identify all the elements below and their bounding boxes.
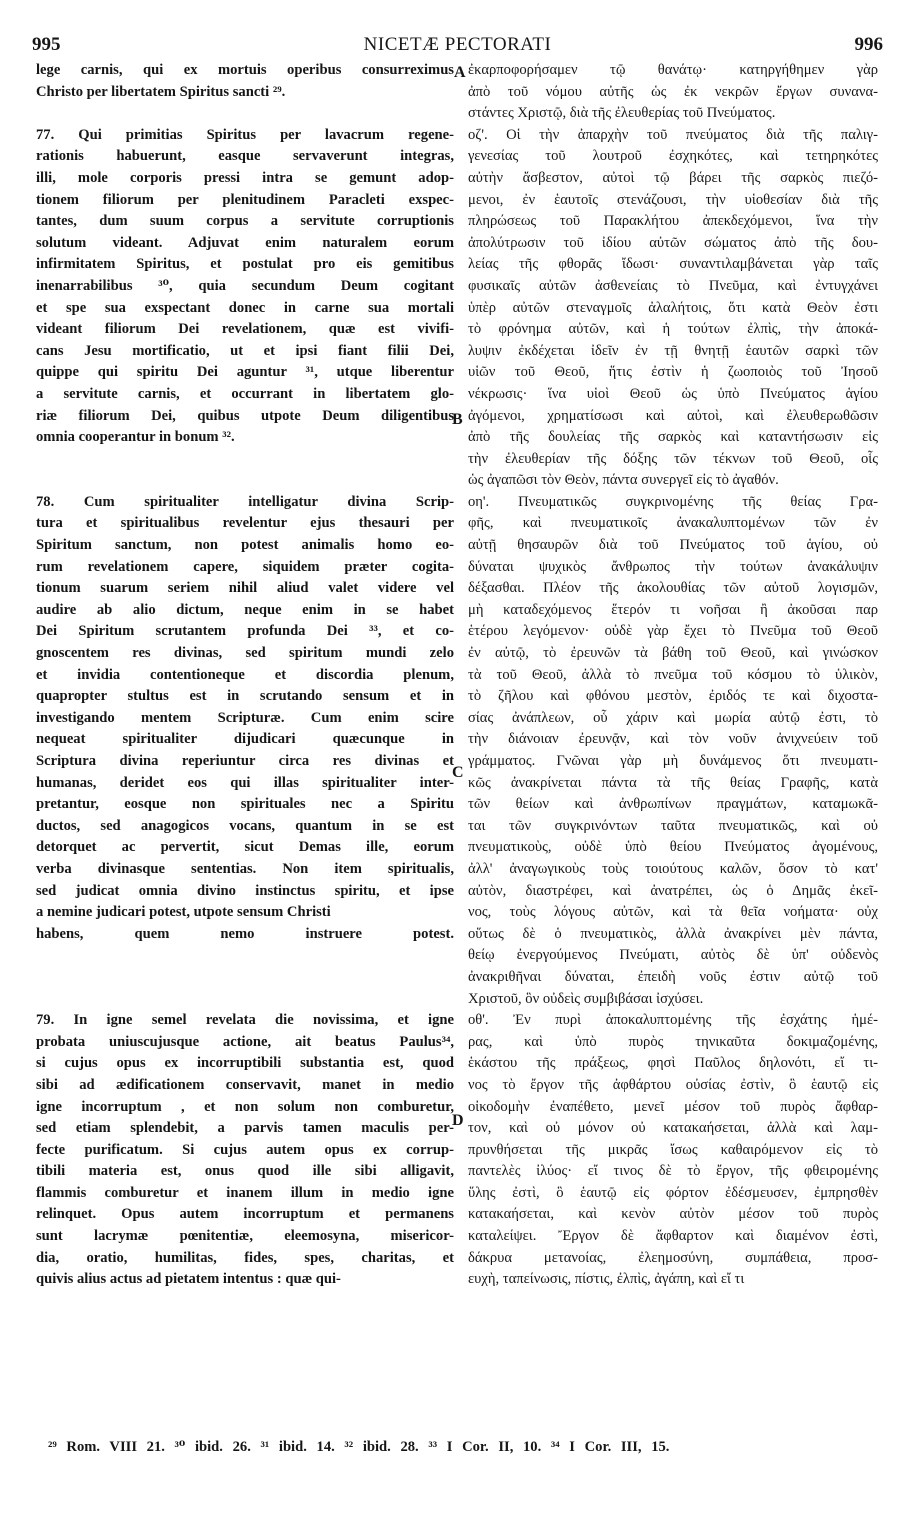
greek-line: αὐτὴν ἄσβεστον, αὐτοὶ τῷ βάρει τῆς σαρκὸς πιεζό- [468, 169, 878, 186]
greek-line: τὴν διάνοιαν ἐρευνᾷν, καὶ τὸν νοῦν ἀνιχνεύειν τοῦ [468, 731, 878, 748]
latin-line: rationis habuerunt, easque servaverunt integras, [36, 148, 454, 165]
greek-line: πληρώσεως τοῦ Παρακλήτου ἀπεκδεχόμενοι, ἵνα τὴν [468, 213, 878, 230]
greek-line: πνευματικοὺς, οὐδὲ ὑπὸ θείου Πνεύματος ἀγομένους, [468, 839, 878, 856]
greek-line: τον, καὶ οὐ μόνον οὐ κατακαήσεται, ἀλλὰ καὶ λαμ- [468, 1120, 878, 1137]
latin-line: tibili materia est, onus quod ille sibi alligavit, [36, 1163, 454, 1180]
greek-line: καταλείψει. Ἔργον δὲ ἄφθαρτον καὶ διαμένον ἐστὶ, [468, 1228, 878, 1245]
greek-line: οη'. Πνευματικῶς συγκρινομένης τῆς θείας Γρα- [468, 493, 878, 510]
paragraph-gap [36, 103, 454, 125]
greek-line: νος τὸ ἔργον τῆς ἀφθάρτου οὐσίας ἐστὶν, ὃ ἑαυτῷ εἰς [468, 1076, 878, 1093]
greek-line: τὰ τοῦ Θεοῦ, ἀλλὰ τὸ πνεῦμα τοῦ κόσμου τὸ ὑλικὸν, [468, 666, 878, 683]
latin-line: a nemine judicari potest, utpote sensum Christi [36, 904, 331, 921]
greek-line: σίας ἀνάπλεων, οὗ χάριν καὶ μωρία αὐτῷ ἐστι, τὸ [468, 709, 878, 726]
latin-line: sunt lacrymæ pœnitentiæ, eleemosyna, misericor- [36, 1228, 454, 1245]
greek-line: ἑτέρου λεγόμενον· οὐδὲ γὰρ ἔχει τὸ Πνεῦμα τοῦ Θεοῦ [468, 623, 878, 640]
greek-line: τῶν θείων καὶ ἀνθρωπίνων πραγμάτων, καταμωκᾶ- [468, 796, 878, 813]
greek-line: ευχὴ, ταπείνωσις, πίστις, ἐλπὶς, ἀγάπη, καὶ εἴ τι [468, 1271, 745, 1288]
latin-line: 79. In igne semel revelata die novissima, et igne [36, 1012, 454, 1029]
greek-line: ἀγόμενοι, χρηματίσωσι καὶ αὐτοὶ, καὶ ἐλευθερωθῶσιν [468, 407, 878, 424]
greek-line: ὕλης ἐστὶ, ὃ ἑαυτῷ εἰς φόρτον ἐδέσμευσεν, ἐμπρησθὲν [468, 1184, 878, 1201]
greek-line: οἰκοδομὴν ἐναπέθετο, μενεῖ μέσον τοῦ πυρὸς ἄφθαρ- [468, 1098, 878, 1115]
greek-line: νος, τοὺς λόγους αὐτῶν, καὶ τὰ θεῖα νοήματα· οὐχ [468, 904, 878, 921]
latin-line: Dei Spiritum scrutantem profunda Dei ³³, et co- [36, 623, 454, 640]
latin-line: Spiritum sanctum, non potest animalis homo eo- [36, 537, 454, 554]
margin-letter-a: A [454, 64, 466, 81]
greek-line: φυσικαῖς αὐτῶν ἀσθενείαις τὸ Πνεῦμα, καὶ ἐντυγχάνει [468, 277, 878, 294]
latin-line: humanas, deridet eos qui illas spiritualiter inter- [36, 774, 454, 791]
greek-line: δάκρυα μετανοίας, ἐλεημοσύνη, συμπάθεια, προσ- [468, 1249, 878, 1266]
running-header [30, 34, 885, 56]
paragraph-gap [36, 470, 454, 492]
latin-line: tura et spiritualibus revelentur ejus thesauri per [36, 515, 454, 532]
latin-line: inenarrabilibus ³⁰, quia secundum Deum cogitant [36, 277, 454, 294]
latin-line: sed judicat omnia divino instinctus spiritu, et ipse [36, 882, 454, 899]
margin-letter-d: D [452, 1112, 464, 1129]
latin-line: relinquet. Opus autem incorruptum et permanens [36, 1206, 454, 1223]
greek-line: υἱῶν τοῦ Θεοῦ, ἥτις ἐστὶν ἡ ζωοποιὸς τοῦ Ἰησοῦ [468, 364, 878, 381]
greek-line: πρυνθήσεται τῆς μικρᾶς ἴσως καθαιρόμενον εἰς τὸ [468, 1141, 878, 1158]
margin-letter-c: C [452, 764, 464, 781]
greek-line: Χριστοῦ, ὃν οὐδεὶς συμβιβάσαι ἰσχύσει. [468, 990, 704, 1007]
latin-line: flammis comburetur et inanem illum in medio igne [36, 1184, 454, 1201]
latin-line: igne incorruptum , et non solum non comburetur, [36, 1098, 454, 1115]
paragraph-gap [36, 967, 454, 989]
latin-line: a servitute carnis, et occurrant in libertatem glo- [36, 385, 454, 402]
latin-line: tionum suarum seriem nihil aliud valet videre vel [36, 580, 454, 597]
page-number-right: 996 [854, 34, 883, 55]
greek-line: παντελὲς ἰλύος· εἴ τινος δὲ τὸ ἔργον, τῆς φθειρομένης [468, 1163, 878, 1180]
latin-line: Christo per libertatem Spiritus sancti ²⁹. [36, 83, 286, 100]
greek-line: δέξασθαι. Πλέον τῆς ἀκολουθίας τῶν αὐτοῦ λογισμῶν, [468, 580, 878, 597]
latin-line: riæ filiorum Dei, quibus utpote Deum diligentibus [36, 407, 454, 424]
latin-line: audire ab alio dictum, neque enim in se habet [36, 601, 454, 618]
greek-line: τὸ φρόνημα αὐτῶν, καὶ ἡ τούτων ἐλπὶς, τὴν ἀποκά- [468, 321, 878, 338]
latin-line: tionem filiorum per plenitudinem Paracleti exspec- [36, 191, 454, 208]
latin-line: infirmitatem Spiritus, et postulat pro eis gemitibus [36, 256, 454, 273]
greek-line: λυψιν ἐκδέχεται ἰδεῖν ἐν τῇ θνητῇ ἑαυτῶν σαρκὶ τῶν [468, 342, 878, 359]
greek-line: θείῳ ἐνεργούμενος Πνεύματι, αὐτὸς δὲ ὑπ' οὐδενὸς [468, 947, 878, 964]
greek-line: φῆς, καὶ πνευματικοῖς ἀνακαλυπτομένων τῶν ἐν [468, 515, 878, 532]
latin-line: dia, oratio, humilitas, fides, spes, charitas, et [36, 1249, 454, 1266]
greek-line: οὕτως δὲ ὁ πνευματικὸς, ἀλλὰ ἀνακρίνει μὲν πάντα, [468, 925, 878, 942]
latin-line: Scriptura divina reperiuntur circa res divinas et [36, 753, 454, 769]
latin-line: gnoscentem res divinas, sed spiritum mundi zelo [36, 645, 454, 662]
latin-line: ductos, sed anagogicos vocans, quantum in se est [36, 817, 454, 834]
latin-line: quapropter stultus est in scrutando sensum et in [36, 688, 454, 705]
greek-line: ἀλλ' ἀναγωγικοὺς τοὺς τοιούτους καλῶν, ὅσον τὸ κατ' [468, 860, 878, 877]
latin-line: si cujus opus ex incorruptibili substantia est, quod [36, 1055, 454, 1072]
page-number-left: 995 [32, 34, 61, 55]
greek-line: ρας, καὶ ὑπὸ πυρὸς τηνικαῦτα δοκιμαζομένης, [468, 1033, 878, 1050]
greek-line: οζ'. Οἱ τὴν ἀπαρχὴν τοῦ πνεύματος διὰ τῆς παλιγ- [468, 126, 878, 143]
latin-line: fecte purificatum. Si cujus autem opus ex corrup- [36, 1141, 454, 1158]
greek-line: οθ'. Ἐν πυρὶ ἀποκαλυπτομένης τῆς ἐσχάτης ἡμέ- [468, 1012, 878, 1029]
greek-line: ὡς ἀγαπῶσι τὸν Θεὸν, πάντα συνεργεῖ εἰς τὸ ἀγαθόν. [468, 472, 779, 489]
greek-line: τὸ ζῆλου καὶ φθόνου μεστὸν, ἐριδός τε καὶ διχοστα- [468, 688, 878, 705]
latin-line: lege carnis, qui ex mortuis operibus consurreximus [36, 62, 454, 78]
latin-line: quivis alius actus ad pietatem intentus : quæ qui- [36, 1271, 341, 1288]
latin-line: 78. Cum spiritualiter intelligatur divina Scrip- [36, 493, 454, 510]
latin-line: omnia cooperantur in bonum ³². [36, 429, 235, 446]
greek-line: νέκρωσις· ἵνα υἱοὶ Θεοῦ ὡς ὑπὸ Πνεύματος ἁγίου [468, 385, 878, 402]
greek-line: μὴ καταδεχόμενος ἕτερόν τι νοῆσαι ἢ ἀκοῦσαι παρ [468, 601, 878, 618]
margin-letter-b: B [452, 411, 463, 428]
footnotes: ²⁹ Rom. VIII 21. ³⁰ ibid. 26. ³¹ ibid. 14. ³² ibid. 28. ³³ I Cor. II, 10. ³⁴ I Cor. III, 15. [48, 1439, 670, 1455]
latin-line: sibi ad ædificationem conservavit, manet in medio [36, 1076, 454, 1093]
latin-line: illi, mole corporis pressi intra se gemunt adop- [36, 169, 454, 186]
greek-line: γενεσίας τοῦ λουτροῦ ἐσχηκότες, καὶ τετηρηκότες [468, 148, 878, 165]
greek-line: ἀπολύτρωσιν τοῦ ἰδίου αὐτῶν σώματος ἀπὸ τῆς δου- [468, 234, 878, 251]
greek-line: ἀνακριθῆναι δύναται, ἐπειδὴ νοῦς ἐστιν αὐτῷ τοῦ [468, 968, 878, 985]
latin-line: habens, quem nemo instruere potest. [36, 925, 454, 942]
paragraph-gap [36, 449, 454, 471]
greek-line: ἐκαρποφορήσαμεν τῷ θανάτῳ· κατηργήθημεν γὰρ [468, 62, 878, 78]
greek-line: ται τῶν συγκρινόντων ταῦτα πνευματικῶς, καὶ οὐ [468, 817, 878, 834]
latin-line: quippe qui spiritu Dei aguntur ³¹, utque liberentur [36, 364, 454, 381]
greek-line: τὴν ἐλευθερίαν τῆς δόξης τῶν τέκνων τοῦ Θεοῦ, οἷς [468, 450, 878, 467]
greek-line: ὑπὲρ αὐτῶν στεναγμοῖς ἀλαλήτοις, ὅτι κατὰ Θεὸν ἐστι [468, 299, 878, 316]
latin-line: solutum videant. Adjuvat enim naturalem eorum [36, 234, 454, 251]
greek-line: κατακαήσεται, καὶ κενὸν αὐτὸν μέσον τοῦ πυρὸς [468, 1206, 878, 1223]
latin-line: rum revelationem capere, siquidem præter cogita- [36, 558, 454, 575]
latin-line: verba divinasque sententias. Non item spiritualis, [36, 860, 454, 877]
latin-line: sed etiam splendebit, a parvis tamen maculis per- [36, 1120, 454, 1137]
latin-line: investigando mentem Scripturæ. Cum enim scire [36, 709, 454, 726]
greek-line: ἀπὸ τοῦ νόμου αὐτῆς ὡς ἐκ νεκρῶν ἔργων συνανα- [468, 83, 878, 100]
latin-line: et spe sua exspectant donec in carne sua mortali [36, 299, 454, 316]
greek-line: αὐτῇ θησαυρῶν διὰ τοῦ Πνεύματος τοῦ ἁγίου, οὐ [468, 537, 878, 554]
running-title: NICETÆ PECTORATI [363, 34, 552, 55]
greek-line: αὐτὸν, διαστρέφει, καὶ ἀνατρέπει, ὡς ὁ Δημᾶς ἐκεῖ- [468, 882, 878, 899]
latin-column [36, 60, 454, 1291]
greek-line: στάντες Χριστῷ, διὰ τῆς ἐλευθερίας τοῦ Πνεύματος. [468, 105, 776, 122]
greek-line: γράμματος. Γνῶναι γὰρ μὴ δυνάμενος ὅτι πνευματι- [468, 753, 878, 769]
latin-line: probata uniuscujusque actione, ait beatus Paulus³⁴, [36, 1033, 454, 1050]
latin-line: tantes, dum suum corpus a servitute corruptionis [36, 213, 454, 230]
latin-line: videant filiorum Dei revelationem, quæ est vivifi- [36, 321, 454, 338]
greek-line: ἐν αὐτῷ, τὸ ἐρευνῶν τὰ βάθη τοῦ Θεοῦ, καὶ γινώσκον [468, 645, 878, 662]
latin-line: et invidia contentioneque et discordia plenum, [36, 666, 454, 683]
paragraph-gap [36, 945, 454, 967]
greek-line: ἀπὸ τῆς δουλείας τῆς σαρκὸς καὶ καταντήσωσιν εἰς [468, 429, 878, 446]
latin-line: cans Jesu mortificatio, ut et ipsi fiant filii Dei, [36, 342, 454, 359]
latin-line: 77. Qui primitias Spiritus per lavacrum regene- [36, 126, 454, 143]
latin-line: detorquet ac pervertit, sicut Demas ille, eorum [36, 839, 454, 856]
latin-line: nequeat spiritualiter dijudicari quæcunque in [36, 731, 454, 748]
greek-line: ἑκάστου τῆς πράξεως, φησὶ Παῦλος δηλονότι, εἴ τι- [468, 1055, 878, 1072]
greek-column [468, 60, 878, 1291]
greek-line: μενοι, ἐν ἑαυτοῖς στενάζουσι, τὴν υἱοθεσίαν διὰ τῆς [468, 191, 878, 208]
latin-line: pretantur, eosque non spirituales nec a Spiritu [36, 796, 454, 813]
greek-line: κῶς ἀνακρίνεται πάντα τὰ τῆς θείας Γραφῆς, κατὰ [468, 774, 878, 791]
greek-line: δύναται ψυχικὸς ἄνθρωπος τὴν τούτων ἀνακάλυψιν [468, 558, 878, 575]
paragraph-gap [36, 989, 454, 1011]
greek-line: λείας τῆς φθορᾶς ἴδωσι· συναντιλαμβάνεται γὰρ ταῖς [468, 256, 878, 273]
